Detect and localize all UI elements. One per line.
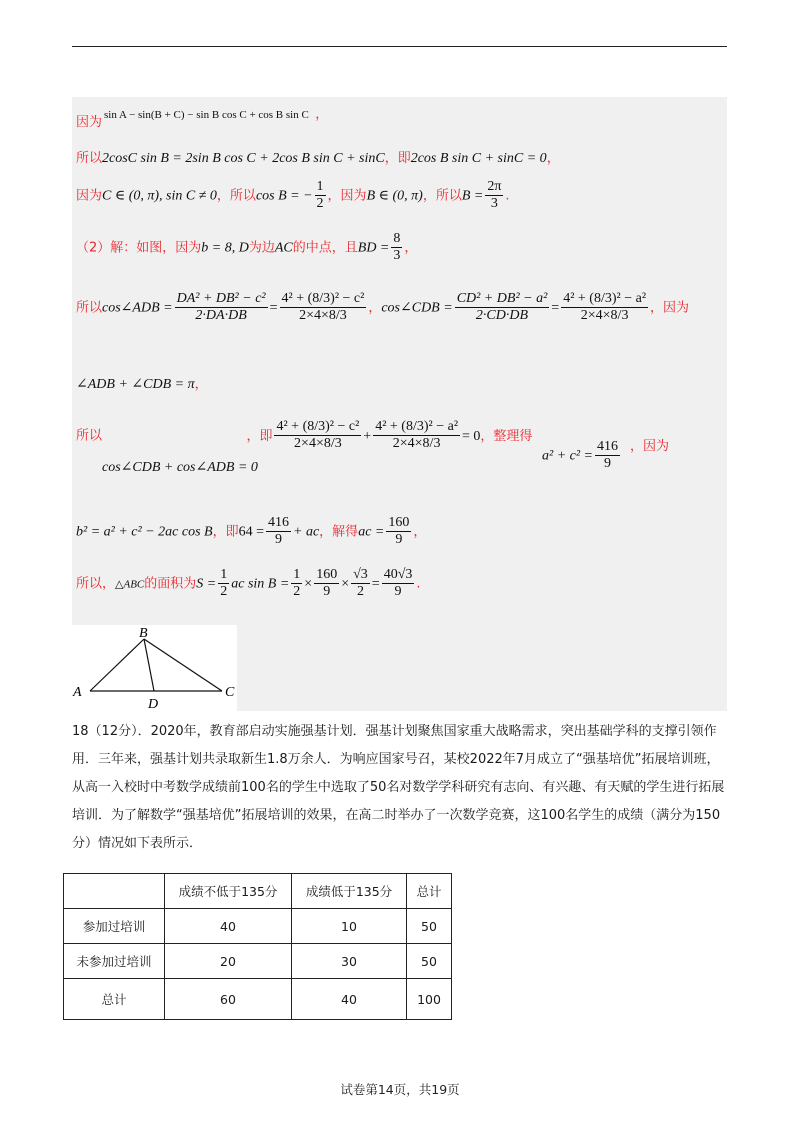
table-cell: 20 <box>165 944 292 979</box>
formula: 2cos B sin C + sinC = 0 <box>410 151 547 166</box>
formula: a² + c² = <box>542 448 594 464</box>
fraction: $\frac{40√3}{9}$ <box>383 567 413 599</box>
formula: C ∈ (0, π), sin C ≠ 0 <box>102 188 217 204</box>
text: ， <box>413 524 427 540</box>
solution-block <box>72 97 727 711</box>
fraction: $\frac{\text{4² + (8/3)² − c²}}{2\times 4\times 8/3}$ <box>276 419 360 451</box>
formula: × <box>304 576 313 592</box>
text: ，即 <box>384 151 411 166</box>
table-cell: 未参加过培训 <box>64 944 165 979</box>
text: ，解得 <box>319 524 359 540</box>
problem-18: 18（12分）．2020年，教育部启动实施强基计划．强基计划聚焦国家重大战略需求，突出基础学科的支撑引领作用．三年来，强基计划共录取新生1.8万余人．为响应国家号召，某校2022年7月成立了“强基培优”拓展培训班，从高一入校时中考数学成绩前100名的学生中选取了50名对数学学科研究有志向、有兴趣、有天赋的学生进行拓展培训．为了解数学“强基培优”拓展培训的效果，在高二时举办了一次数学竞赛，这100名学生的成绩（满分为150分）情况如下表所示． <box>72 724 725 851</box>
fraction: $\frac{1}{2}$ <box>220 567 228 599</box>
text: . <box>505 188 510 204</box>
table-cell: 40 <box>165 909 292 944</box>
label-a: A <box>73 685 82 700</box>
formula: b = 8, D <box>201 240 249 256</box>
label-d: D <box>148 697 159 711</box>
solution-line-1b <box>76 111 102 130</box>
table-cell: 总计 <box>64 979 165 1020</box>
formula: cos∠CDB = <box>381 300 453 316</box>
fraction: $\frac{\text{4² + (8/3)² − c²}}{2\times 4\times 8/3}$ <box>281 291 365 323</box>
fraction: $\frac{1}{2}$ <box>316 179 324 211</box>
text: 因为 <box>76 188 103 204</box>
formula: + ac <box>293 524 320 540</box>
table-cell: 30 <box>292 944 407 979</box>
solution-line-3 <box>76 179 510 212</box>
solution-line-2 <box>76 147 560 167</box>
formula: = 0 <box>462 428 481 444</box>
table-cell: 60 <box>165 979 292 1020</box>
text: ，因为 <box>650 300 690 316</box>
fraction: $\frac{√3}{2}$ <box>353 567 368 599</box>
text: ， <box>368 300 382 316</box>
table-cell: 10 <box>292 909 407 944</box>
table-header-row <box>64 874 452 909</box>
formula: ∠ADB + ∠CDB = π <box>76 377 195 392</box>
formula: ac sin B = <box>231 576 290 592</box>
solution-line-5 <box>76 291 689 324</box>
text: 所以 <box>76 151 103 166</box>
formula: ac = <box>358 524 385 540</box>
fraction: $\frac{\text{DA² + DB² − c²}}{2\cdot DA\cdot DB}$ <box>176 291 266 323</box>
text: ，即 <box>246 428 273 444</box>
text: ，即 <box>212 524 239 540</box>
fraction: $\frac{416}{9}$ <box>268 515 289 547</box>
table-header-cell: 成绩不低于135分 <box>165 874 292 909</box>
solution-line-4 <box>76 231 417 264</box>
formula: △ABC <box>115 578 145 591</box>
formula: cos∠ADB = <box>102 300 173 316</box>
formula: b² = a² + c² − 2ac cos B <box>76 524 213 540</box>
formula: B = <box>461 188 484 204</box>
header-rule <box>72 46 727 47</box>
formula: + <box>363 428 372 444</box>
fraction: $\frac{8}{3}$ <box>393 231 401 263</box>
formula: × <box>341 576 350 592</box>
fraction: $\frac{\text{CD² + DB² − a²}}{2\cdot CD\cdot DB}$ <box>456 291 548 323</box>
text: 因为 <box>76 115 103 130</box>
formula: 2cosC sin B = 2sin B cos C + 2cos B sin C + sinC <box>102 151 385 166</box>
text: 为边 <box>248 240 275 256</box>
solution-line-7-result <box>542 439 622 472</box>
table-cell: 参加过培训 <box>64 909 165 944</box>
text: 的面积为 <box>144 576 197 592</box>
table-cell: 40 <box>292 979 407 1020</box>
solution-line-7-sub <box>102 459 258 476</box>
table-header-cell: 成绩低于135分 <box>292 874 407 909</box>
text: 的中点，且 <box>292 240 358 256</box>
formula: AC <box>274 240 293 256</box>
triangle-figure <box>72 625 237 711</box>
text: ，所以 <box>216 188 256 204</box>
text: ，因为 <box>630 439 670 454</box>
solution-line-6 <box>76 373 208 393</box>
text: 所以 <box>76 300 103 316</box>
fraction: $\frac{1}{2}$ <box>293 567 301 599</box>
text: ， <box>404 240 418 256</box>
table-header-cell <box>64 874 165 909</box>
formula: = <box>371 576 380 592</box>
formula: = <box>269 300 278 316</box>
score-table <box>63 873 452 1020</box>
table-header-cell: 总计 <box>407 874 452 909</box>
fraction: $\frac{\text{4² + (8/3)² − a²}}{2\times 4\times 8/3}$ <box>563 291 647 323</box>
table-cell: 100 <box>407 979 452 1020</box>
fraction: $\frac{2\pi}{3}$ <box>487 179 502 211</box>
text: ， <box>546 151 560 166</box>
solution-line-7-tail <box>630 435 669 454</box>
text: ，整理得 <box>480 428 533 444</box>
text: ， <box>194 377 208 392</box>
fraction: $\frac{416}{9}$ <box>597 439 619 471</box>
fraction: $\frac{160}{9}$ <box>316 567 338 599</box>
text: . <box>416 576 421 592</box>
formula: B ∈ (0, π) <box>366 188 423 204</box>
table-row <box>64 979 452 1020</box>
text: （2）解：如图，因为 <box>76 240 202 256</box>
solution-line-7 <box>76 419 533 452</box>
solution-line-9 <box>76 567 421 600</box>
formula: cos∠CDB + cos∠ADB = 0 <box>102 460 258 475</box>
table-cell: 50 <box>407 944 452 979</box>
fraction: $\frac{\text{4² + (8/3)² − a²}}{2\times 4\times 8/3}$ <box>375 419 459 451</box>
text: 所以 <box>76 428 103 444</box>
text: ， <box>315 107 329 122</box>
page-footer: 试卷第14页，共19页 <box>340 1082 460 1097</box>
text: ，因为 <box>327 188 367 204</box>
formula: cos B = − <box>255 188 313 204</box>
formula: BD = <box>357 240 390 256</box>
table-row <box>64 909 452 944</box>
formula: S = <box>196 576 217 592</box>
text: 所以， <box>76 576 116 592</box>
formula: 64 = <box>238 524 264 540</box>
fraction: $\frac{160}{9}$ <box>388 515 410 547</box>
solution-line-1 <box>76 103 329 122</box>
label-c: C <box>225 685 235 700</box>
label-b: B <box>139 626 148 641</box>
formula: sin A − sin(B + C) − sin B cos C + cos B sin C <box>104 109 309 121</box>
formula: = <box>551 300 560 316</box>
solution-line-8 <box>76 515 426 548</box>
text: ，所以 <box>422 188 462 204</box>
table-row <box>64 944 452 979</box>
table-cell: 50 <box>407 909 452 944</box>
